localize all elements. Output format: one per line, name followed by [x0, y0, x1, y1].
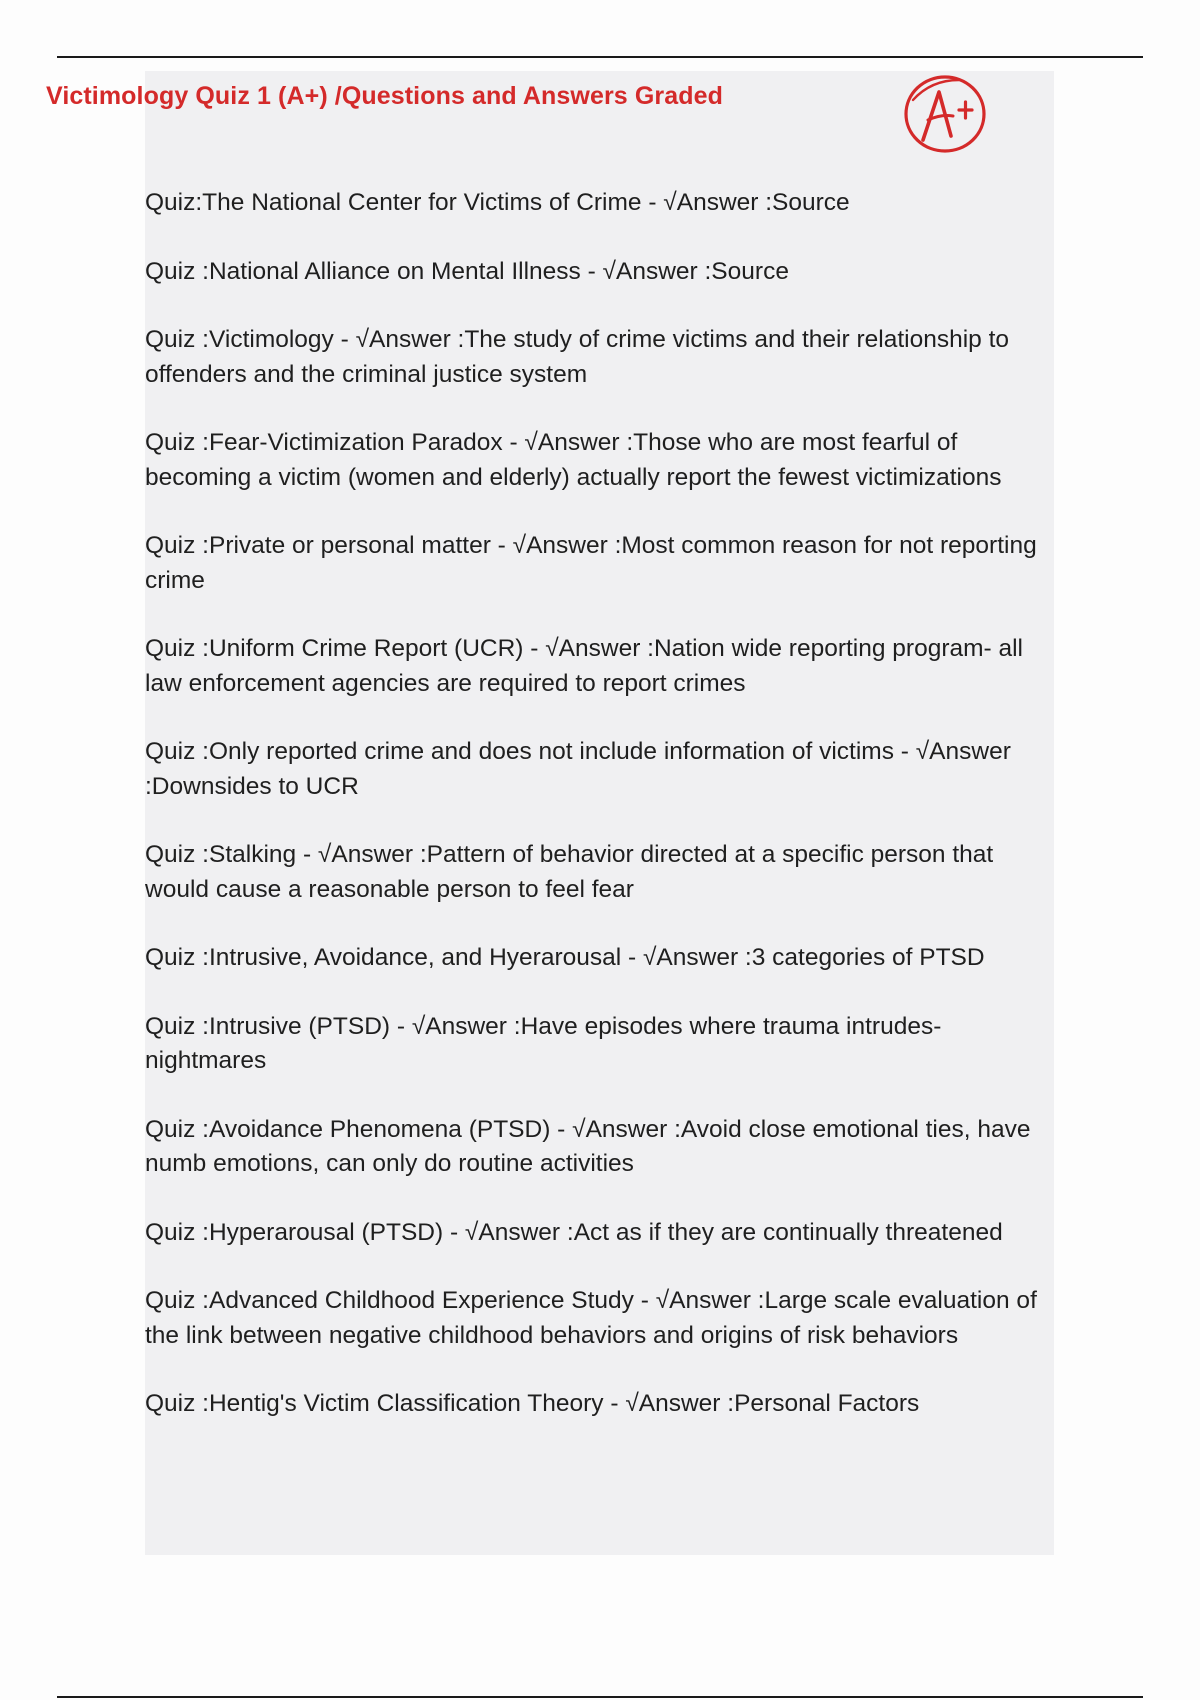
qa-item: Quiz :Advanced Childhood Experience Study - √Answer :Large scale evaluation of the link between negative childhood behaviors and origins of risk behaviors [145, 1287, 1037, 1349]
top-rule [57, 56, 1143, 58]
qa-item: Quiz :Avoidance Phenomena (PTSD) - √Answer :Avoid close emotional ties, have numb emotions, can only do routine activities [145, 1115, 1031, 1177]
qa-list [145, 186, 1050, 1456]
document-title: Victimology Quiz 1 (A+) /Questions and Answers Graded [46, 82, 723, 110]
qa-item: Quiz :National Alliance on Mental Illness - √Answer :Source [145, 257, 789, 285]
qa-item: Quiz :Intrusive (PTSD) - √Answer :Have episodes where trauma intrudes- nightmares [145, 1012, 942, 1074]
qa-item: Quiz :Uniform Crime Report (UCR) - √Answer :Nation wide reporting program- all law enforcement agencies are required to report crimes [145, 635, 1023, 697]
qa-item: Quiz :Private or personal matter - √Answer :Most common reason for not reporting crime [145, 532, 1037, 594]
qa-item: Quiz :Victimology - √Answer :The study of crime victims and their relationship to offenders and the criminal justice system [145, 326, 1010, 388]
qa-item: Quiz :Fear-Victimization Paradox - √Answer :Those who are most fearful of becoming a victim (women and elderly) actually report the fewest victimizations [145, 429, 1002, 491]
qa-item: Quiz :Only reported crime and does not include information of victims - √Answer :Downsides to UCR [145, 738, 1011, 800]
qa-item: Quiz :Hentig's Victim Classification Theory - √Answer :Personal Factors [145, 1390, 920, 1417]
qa-item: Quiz:The National Center for Victims of Crime - √Answer :Source [145, 189, 850, 216]
grade-a-plus-stamp-icon [901, 70, 987, 156]
qa-item: Quiz :Intrusive, Avoidance, and Hyerarousal - √Answer :3 categories of PTSD [145, 944, 985, 971]
bottom-rule [57, 1696, 1143, 1698]
qa-item: Quiz :Hyperarousal (PTSD) - √Answer :Act as if they are continually threatened [145, 1218, 1003, 1246]
qa-item: Quiz :Stalking - √Answer :Pattern of behavior directed at a specific person that would cause a reasonable person to feel fear [145, 841, 994, 903]
